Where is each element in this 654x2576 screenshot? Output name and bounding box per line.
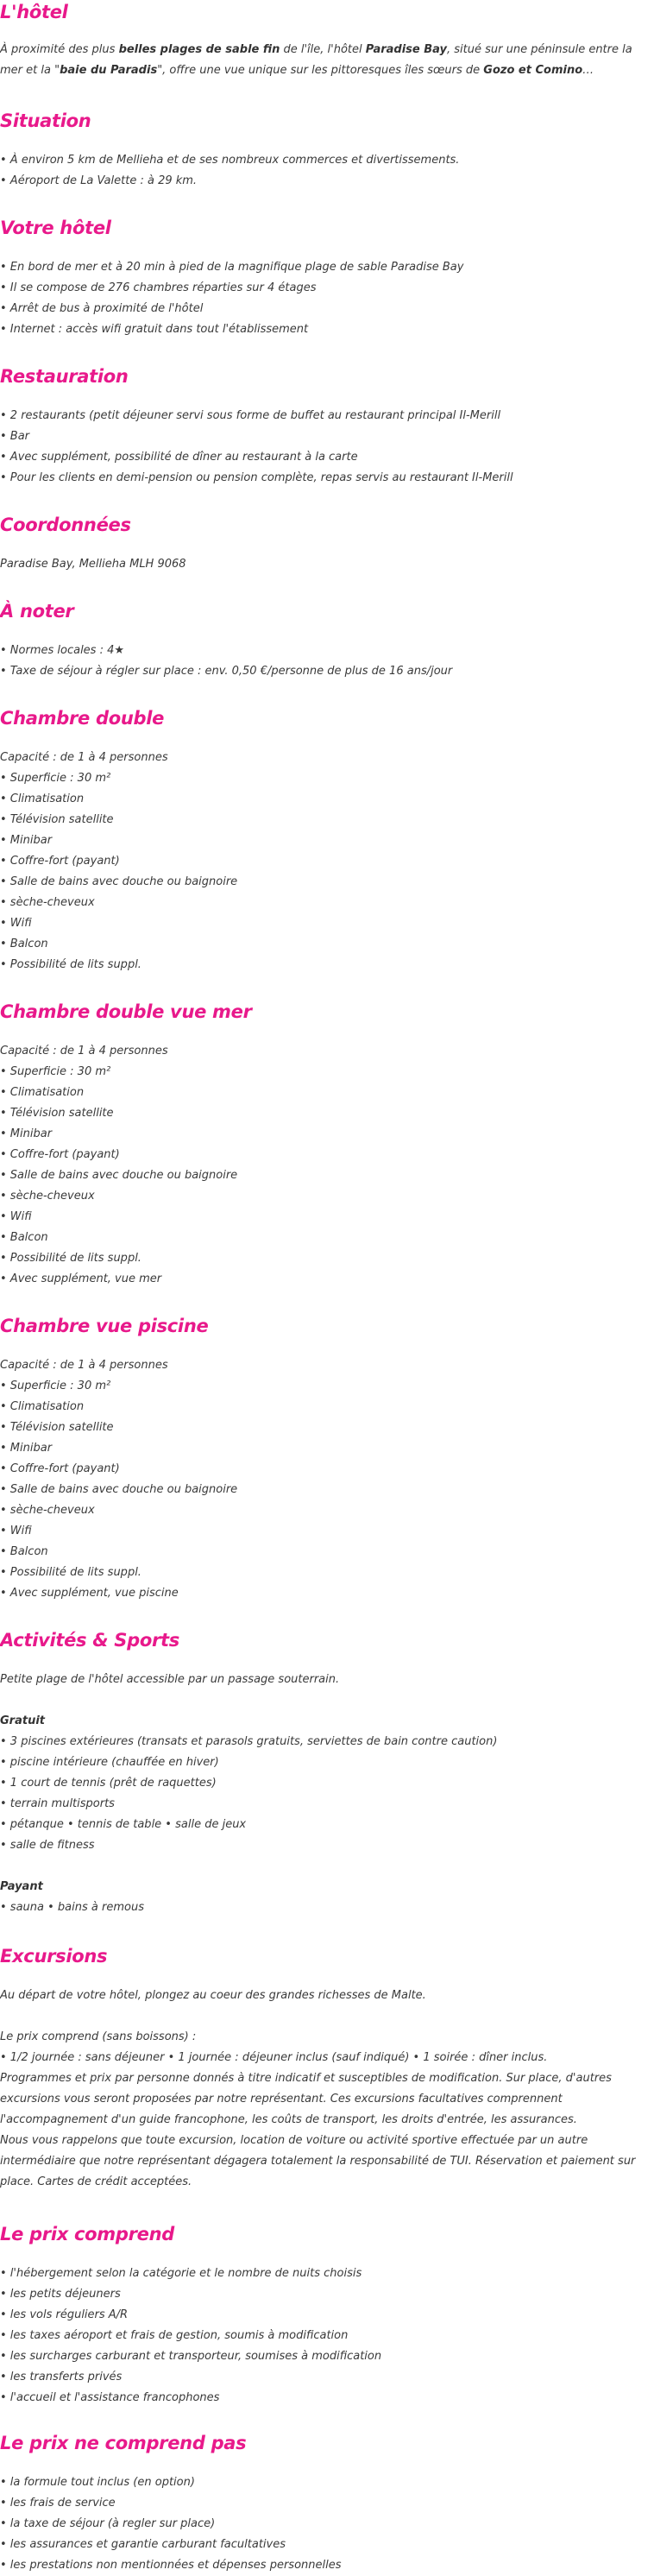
section-chambre-double [0, 706, 649, 975]
list-item: • Avec supplément, vue mer [0, 1272, 162, 1285]
list-item: • Coffre-fort (payant) [0, 1462, 120, 1475]
intro-text: À proximité des plus [0, 43, 119, 56]
list-item: • Superficie : 30 m² [0, 772, 111, 785]
list-item: • les assurances et garantie carburant facultatives [0, 2538, 286, 2551]
list-item: • Possibilité de lits suppl. [0, 958, 141, 971]
list-chambre-double [0, 748, 649, 975]
list-item: • Normes locales : 4★ [0, 644, 125, 657]
prix-label: Le prix comprend (sans boissons) : [0, 2030, 197, 2043]
section-chambre-vue-mer [0, 1000, 649, 1290]
list-item: • Salle de bains avec douche ou baignoire [0, 1169, 238, 1182]
list-situation [0, 150, 649, 192]
list-item: • les vols réguliers A/R [0, 2308, 129, 2321]
list-item: • 3 piscines extérieures (transats et parasols gratuits, serviettes de bain contre caution) [0, 1735, 498, 1748]
highlight-text: baie du Paradis [60, 64, 158, 77]
list-a-noter [0, 641, 649, 682]
highlight-text: Paradise Bay [365, 43, 448, 56]
list-item: • Wifi [0, 917, 32, 930]
list-item: • Aéroport de La Valette : à 29 km. [0, 174, 198, 187]
section-hotel [0, 0, 649, 81]
list-item: • l'hébergement selon la catégorie et le nombre de nuits choisis [0, 2267, 362, 2280]
list-item: • Balcon [0, 1231, 48, 1244]
section-title: Le prix comprend [0, 2224, 174, 2245]
list-item: • 1 court de tennis (prêt de raquettes) [0, 1777, 217, 1790]
list-item: • sauna • bains à remous [0, 1901, 144, 1914]
list-item: • Télévision satellite [0, 1421, 114, 1434]
list-item: • Climatisation [0, 1400, 85, 1413]
list-prix-ne-comprend [0, 2472, 649, 2576]
list-item: • les taxes aéroport et frais de gestion, soumis à modification [0, 2329, 349, 2342]
list-item: • Wifi [0, 1210, 32, 1223]
list-item: • Il se compose de 276 chambres réparties sur 4 étages [0, 281, 317, 294]
list-item: • la taxe de séjour (à regler sur place) [0, 2517, 216, 2530]
list-item: • l'accueil et l'assistance francophones [0, 2391, 220, 2404]
section-title: Excursions [0, 1946, 108, 1967]
section-excursions [0, 1944, 649, 2193]
payant-label: Payant [0, 1880, 43, 1893]
list-item: • les surcharges carburant et transporteur, soumises à modification [0, 2350, 382, 2363]
list-item: • les prestations non mentionnées et dépenses personnelles [0, 2559, 342, 2572]
list-item: • les transferts privés [0, 2371, 123, 2383]
list-item: Capacité : de 1 à 4 personnes [0, 1045, 168, 1058]
list-gratuit [0, 1732, 649, 1856]
section-title: Chambre vue piscine [0, 1316, 209, 1336]
list-item: • salle de fitness [0, 1839, 95, 1852]
list-payant [0, 1897, 649, 1918]
list-item: • Balcon [0, 938, 48, 950]
list-item: • sèche-cheveux [0, 1504, 95, 1517]
section-prix-comprend [0, 2222, 649, 2409]
list-item: • Taxe de séjour à régler sur place : env. 0,50 €/personne de plus de 16 ans/jour [0, 665, 453, 678]
list-chambre-vue-mer [0, 1041, 649, 1290]
section-title: Votre hôtel [0, 218, 111, 238]
prix-line: • 1/2 journée : sans déjeuner • 1 journée : déjeuner inclus (sauf indiqué) • 1 soirée : dîner inclus. [0, 2051, 548, 2064]
section-title: Chambre double [0, 708, 165, 729]
list-item: • Bar [0, 430, 30, 443]
highlight-text: Gozo et Comino [483, 64, 583, 77]
section-title: L'hôtel [0, 2, 68, 22]
section-activites [0, 1628, 649, 1918]
list-item: • sèche-cheveux [0, 1190, 95, 1203]
list-item: • pétanque • tennis de table • salle de jeux [0, 1818, 247, 1831]
list-item: • Balcon [0, 1545, 48, 1558]
list-item: • Possibilité de lits suppl. [0, 1566, 141, 1579]
list-item: • piscine intérieure (chauffée en hiver) [0, 1756, 219, 1769]
hotel-intro [0, 40, 649, 81]
list-item: • Avec supplément, possibilité de dîner au restaurant à la carte [0, 451, 358, 464]
list-item: • Internet : accès wifi gratuit dans tout l'établissement [0, 323, 309, 336]
excursions-intro: Au départ de votre hôtel, plongez au coeur des grandes richesses de Malte. [0, 1989, 426, 2002]
gratuit-label: Gratuit [0, 1714, 45, 1727]
section-title: Chambre double vue mer [0, 1001, 252, 1022]
list-item: Capacité : de 1 à 4 personnes [0, 1359, 168, 1372]
list-item: • Coffre-fort (payant) [0, 1148, 120, 1161]
list-item: • À environ 5 km de Mellieha et de ses nombreux commerces et divertissements. [0, 154, 460, 167]
list-votre-hotel [0, 257, 649, 340]
list-item: • les frais de service [0, 2497, 116, 2510]
highlight-text: belles plages de sable fin [118, 43, 280, 56]
list-item: • 2 restaurants (petit déjeuner servi sous forme de buffet au restaurant principal Il-Merill [0, 409, 501, 422]
list-item: • Climatisation [0, 1086, 85, 1099]
intro-text: ", offre une vue unique sur les pittoresques îles sœurs de [157, 64, 484, 77]
list-item: • Climatisation [0, 792, 85, 805]
list-item: • Télévision satellite [0, 813, 114, 826]
section-prix-ne-comprend [0, 2431, 649, 2576]
list-item: • Possibilité de lits suppl. [0, 1252, 141, 1265]
section-restauration [0, 364, 649, 489]
list-item: • les petits déjeuners [0, 2288, 121, 2301]
list-item: • Télévision satellite [0, 1107, 114, 1120]
section-title: Situation [0, 110, 91, 131]
section-chambre-vue-piscine [0, 1314, 649, 1604]
section-title: Le prix ne comprend pas [0, 2433, 247, 2453]
section-votre-hotel [0, 216, 649, 340]
excursions-para-1: Programmes et prix par personne donnés à titre indicatif et susceptibles de modification. Sur place, d'autres excursions vous seront proposées par notre représentant. Ces excursions facultatives comprennent l'accompagnement d'un guide francophone, les coûts de transport, les droits d'entrée, les assurances. [0, 2072, 612, 2126]
list-item: • En bord de mer et à 20 min à pied de la magnifique plage de sable Paradise Bay [0, 261, 464, 274]
list-item: Capacité : de 1 à 4 personnes [0, 751, 168, 764]
address: Paradise Bay, Mellieha MLH 9068 [0, 558, 186, 571]
section-title: Activités & Sports [0, 1630, 179, 1651]
list-item: • Salle de bains avec douche ou baignoire [0, 875, 238, 888]
list-item: • Wifi [0, 1525, 32, 1537]
intro-text: , situé sur une péninsule entre la mer et la " [0, 43, 632, 77]
list-item: • la formule tout inclus (en option) [0, 2476, 195, 2489]
list-item: • Coffre-fort (payant) [0, 855, 120, 868]
list-prix-comprend [0, 2263, 649, 2409]
intro-text: … [582, 64, 594, 77]
list-item: • Avec supplément, vue piscine [0, 1587, 179, 1600]
list-item: • Minibar [0, 1442, 53, 1455]
section-title: Coordonnées [0, 515, 131, 535]
list-item: • Salle de bains avec douche ou baignoire [0, 1483, 238, 1496]
list-item: • Pour les clients en demi-pension ou pension complète, repas servis au restaurant Il-Merill [0, 471, 513, 484]
list-item: • sèche-cheveux [0, 896, 95, 909]
section-title: À noter [0, 601, 74, 622]
section-situation [0, 109, 649, 192]
excursions-para-2: Nous vous rappelons que toute excursion, location de voiture ou activité sportive effectuée par un autre intermédiaire que notre représentant dégagera totalement la responsabilité de TUI. Réservation et paiement sur place. Cartes de crédit acceptées. [0, 2134, 636, 2188]
section-coordonnees [0, 513, 649, 575]
list-item: • Minibar [0, 834, 53, 847]
list-restauration [0, 406, 649, 489]
list-chambre-vue-piscine [0, 1355, 649, 1604]
list-item: • Superficie : 30 m² [0, 1380, 111, 1392]
list-item: • terrain multisports [0, 1797, 115, 1810]
list-item: • Superficie : 30 m² [0, 1065, 111, 1078]
list-item: • Arrêt de bus à proximité de l'hôtel [0, 302, 204, 315]
section-title: Restauration [0, 366, 129, 387]
activites-intro: Petite plage de l'hôtel accessible par un passage souterrain. [0, 1673, 340, 1686]
section-a-noter [0, 599, 649, 682]
list-item: • Minibar [0, 1127, 53, 1140]
intro-text: de l'île, l'hôtel [280, 43, 366, 56]
